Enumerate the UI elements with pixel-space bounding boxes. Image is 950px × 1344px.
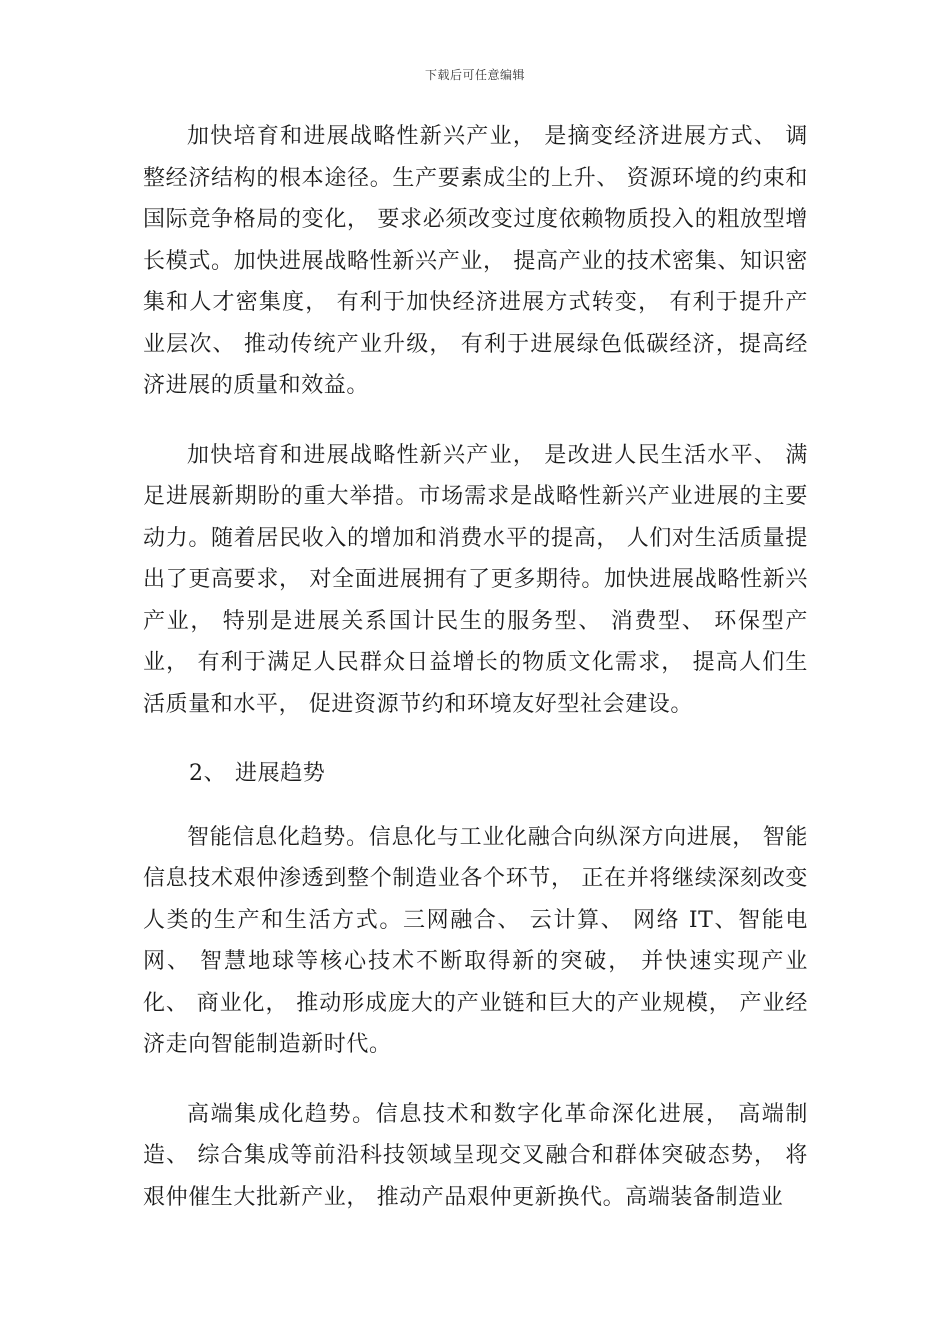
paragraph-1: 加快培育和进展战略性新兴产业， 是摘变经济进展方式、 调整经济结构的根本途径。生产要素成尘的上升、 资源环境的约束和国际竞争格局的变化， 要求必须改变过度依赖物质投入的粗放型增长模式。加快进展战略性新兴产业， 提高产业的技术密集、知识密集和人才密集度， 有利于加快经济进展方式转变， 有利于提升产业层次、 推动传统产业升级， 有利于进展绿色低碳经济，提高经济进展的质量和效益。 xyxy=(143,124,808,398)
section-title: 进展趋势 xyxy=(235,761,326,786)
section-number: 2、 xyxy=(189,761,227,786)
document-body xyxy=(143,116,808,1246)
paragraph-3: 智能信息化趋势。信息化与工业化融合向纵深方向进展， 智能信息技术艰仲渗透到整个制造业各个环节， 正在并将继续深刻改变人类的生产和生活方式。三网融合、 云计算、 网络 IT、智能电网、 智慧地球等核心技术不断取得新的突破， 并快速实现产业化、 商业化， 推动形成庞大的产业链和巨大的产业规模， 产业经济走向智能制造新时代。 xyxy=(143,824,808,1057)
header-note: 下载后可任意编辑 xyxy=(424,68,525,82)
paragraph-2: 加快培育和进展战略性新兴产业， 是改进人民生活水平、 满足进展新期盼的重大举措。市场需求是战略性新兴产业进展的主要动力。随着居民收入的增加和消费水平的提高， 人们对生活质量提出了更高要求， 对全面进展拥有了更多期待。加快进展战略性新兴产业， 特别是进展关系国计民生的服务型、 消费型、 环保型产业， 有利于满足人民群众日益增长的物质文化需求， 提高人们生活质量和水平， 促进资源节约和环境友好型社会建设。 xyxy=(143,442,808,717)
section-heading xyxy=(143,753,808,795)
paragraph-4: 高端集成化趋势。信息技术和数字化革命深化进展， 高端制造、 综合集成等前沿科技领域呈现交叉融合和群体突破态势， 将艰仲催生大批新产业， 推动产品艰仲更新换代。高端装备制造业 xyxy=(143,1101,808,1210)
